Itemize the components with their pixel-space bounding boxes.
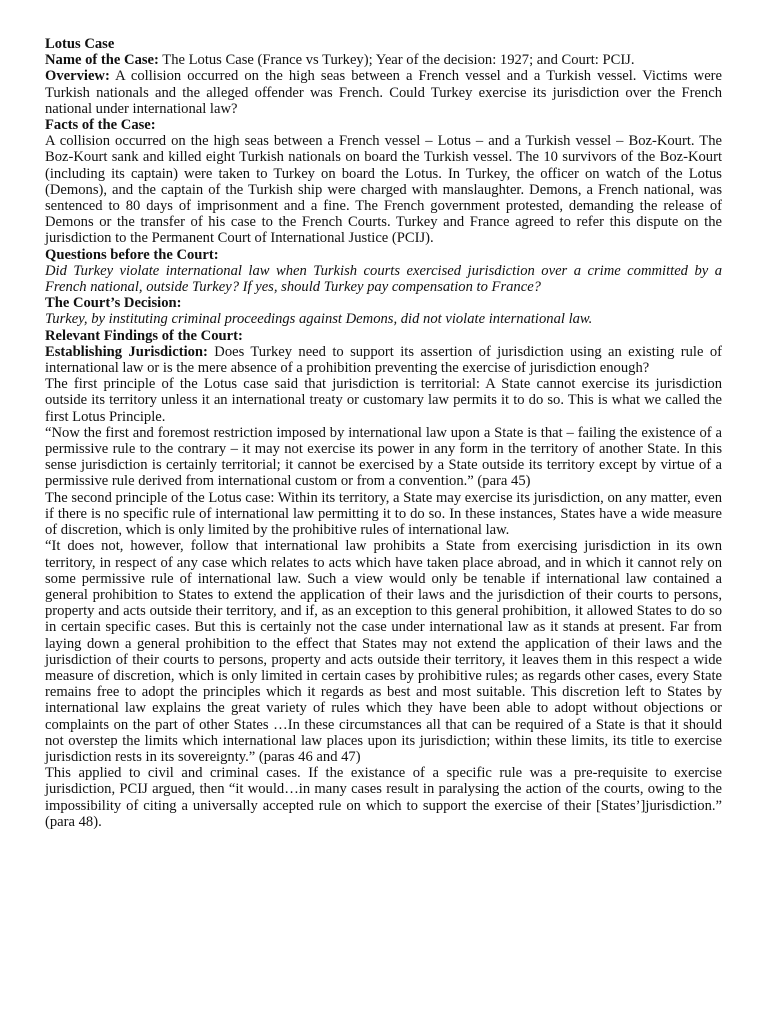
quote-para-45: “Now the first and foremost restriction imposed by international law upon a State is that – failing the existence of a permissive rule to the contrary – it may not exercise its power in any form in the territory of another State. In this sense jurisdiction is certainly territorial; it cannot be exercised by a State outside its territory except by virtue of a permissive rule derived from international custom or from a convention.” (para 45) xyxy=(45,424,722,490)
overview-paragraph xyxy=(45,68,722,117)
decision-text: Turkey, by instituting criminal proceedings against Demons, did not violate international law. xyxy=(45,311,593,328)
quote-paras-46-47: “It does not, however, follow that international law prohibits a State from exercising jurisdiction in its own territory, in respect of any case which relates to acts which have taken place abroad, and in which it cannot rely on some permissive rule of international law. Such a view would only be tenable if international law contained a general prohibition to States to extend the application of their laws and the jurisdiction of their courts to persons, property and acts outside their territory, and if, as an exception to this general prohibition, it allowed States to do so in certain specific cases. But this is certainly not the case under international law as it stands at present. Far from laying down a general prohibition to the effect that States may not extend the application of their laws and the jurisdiction of their courts to persons, property and acts outside their territory, it leaves them in this respect a wide measure of discretion, which is only limited in certain cases by prohibitive rules; as regards other cases, every State remains free to adopt the principles which it regards as best and most suitable. This discretion left to States by international law explains the great variety of rules which they have been able to adopt without objections or complaints on the part of other States …In these circumstances all that can be required of a State is that it should not overstep the limits which international law places upon its jurisdiction; within these limits, its title to exercise jurisdiction rests in its sovereignty.” (paras 46 and 47) xyxy=(45,538,722,765)
establishing-jurisdiction-text: Does Turkey need to support its assertion of jurisdiction using an existing rule of international law or is the mere absence of a prohibition preventing the exercise of jurisdiction enough? xyxy=(45,343,722,377)
establishing-jurisdiction-label: Establishing Jurisdiction: xyxy=(45,343,208,360)
second-principle-paragraph: The second principle of the Lotus case: Within its territory, a State may exercise its jurisdiction, on any matter, even if there is no specific rule of international law permitting it to do so. In these instances, States have a wide measure of discretion, which is only limited by the prohibitive rules of international law. xyxy=(45,489,722,539)
document-page xyxy=(45,36,722,830)
findings-heading: Relevant Findings of the Court: xyxy=(45,327,243,344)
overview-label: Overview: xyxy=(45,68,110,85)
overview-text: A collision occurred on the high seas between a French vessel and a Turkish vessel. Victims were Turkish nationals and the alleged offender was French. Could Turkey exercise its jurisdiction over the French national under international law? xyxy=(45,68,723,117)
first-principle-paragraph: The first principle of the Lotus case said that jurisdiction is territorial: A State cannot exercise its jurisdiction outside its territory unless it an international treaty or customary law permits it to do so. This is what we called the first Lotus Principle. xyxy=(45,376,722,425)
name-of-case-label: Name of the Case: xyxy=(45,52,159,69)
questions-text: Did Turkey violate international law when Turkish courts exercised jurisdiction over a crime committed by a French national, outside Turkey? If yes, should Turkey pay compensation to France? xyxy=(45,262,722,296)
facts-text: A collision occurred on the high seas between a French vessel – Lotus – and a Turkish vessel – Boz-Kourt. The Boz-Kourt sank and killed eight Turkish nationals on board the Turkish vessel. The 10 survivors of the Boz-Kourt (including its captain) were taken to Turkey on board the Lotus. In Turkey, the officer on watch of the Lotus (Demons), and the captain of the Turkish ship were charged with manslaughter. Demons, a French national, was sentenced to 80 days of imprisonment and a fine. The French government protested, demanding the release of Demons or the transfer of his case to the French Courts. Turkey and France agreed to refer this dispute on the jurisdiction to the Permanent Court of International Justice (PCIJ). xyxy=(45,133,722,247)
name-of-case-paragraph xyxy=(45,52,722,68)
facts-heading: Facts of the Case: xyxy=(45,117,156,134)
name-of-case-text: The Lotus Case (France vs Turkey); Year of the decision: 1927; and Court: PCIJ. xyxy=(162,52,635,69)
civil-criminal-paragraph: This applied to civil and criminal cases. If the existance of a specific rule was a pre-requisite to exercise jurisdiction, PCIJ argued, then “it would…in many cases result in paralysing the action of the courts, owing to the impossibility of citing a universally accepted rule on which to support the exercise of their [States’]jurisdiction.” (para 48). xyxy=(45,765,722,830)
establishing-jurisdiction-paragraph xyxy=(45,344,722,376)
case-title: Lotus Case xyxy=(45,36,115,52)
questions-heading: Questions before the Court: xyxy=(45,246,219,263)
decision-heading: The Court’s Decision: xyxy=(45,295,182,312)
